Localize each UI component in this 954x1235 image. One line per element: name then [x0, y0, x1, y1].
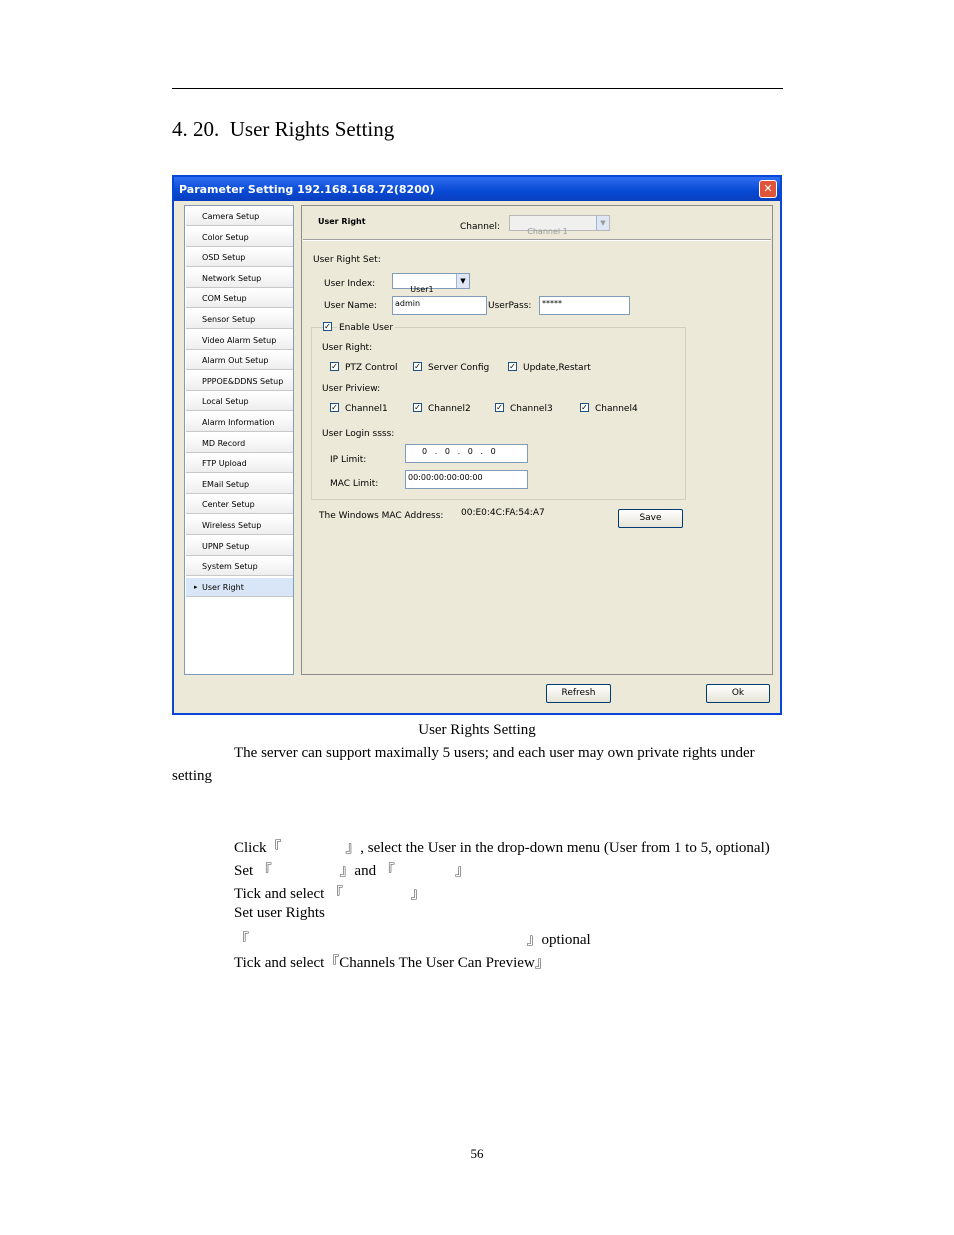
panel-header: User Right — [318, 217, 366, 226]
menu-item[interactable] — [186, 207, 293, 226]
channel2-checkbox[interactable]: ✓ — [414, 403, 421, 412]
menu-item[interactable] — [186, 269, 293, 288]
channel3-label: Channel3 — [510, 404, 553, 414]
menu-item[interactable] — [186, 475, 293, 494]
menu-item-label: PPPOE&DDNS Setup — [202, 376, 284, 386]
menu-item-label: Alarm Out Setup — [202, 356, 269, 366]
chevron-down-icon: ▼ — [456, 274, 469, 288]
menu-item-label: Local Setup — [202, 397, 249, 407]
menu-item-label: Center Setup — [202, 500, 255, 510]
menu-item-label: Video Alarm Setup — [202, 335, 277, 345]
update-restart-checkbox[interactable]: ✓ — [509, 362, 516, 371]
user-name-label: User Name: — [324, 301, 377, 311]
channel3-checkbox[interactable]: ✓ — [496, 403, 503, 412]
paragraph-line-2: setting — [172, 768, 212, 784]
ok-button[interactable]: Ok — [706, 684, 770, 703]
chevron-right-icon: ▸ — [194, 582, 198, 591]
user-right-set-label: User Right Set: — [313, 255, 381, 265]
channel2-label: Channel2 — [428, 404, 471, 414]
menu-item[interactable] — [186, 351, 293, 370]
menu-item-label: Color Setup — [202, 232, 249, 242]
mac-limit-input[interactable]: 00:00:00:00:00:00 — [405, 470, 528, 489]
menu-item-label: Sensor Setup — [202, 315, 256, 324]
title-bar[interactable] — [174, 177, 780, 201]
step-6: Tick and select『Channels The User Can Preview』 — [234, 955, 550, 971]
update-restart-label: Update,Restart — [523, 363, 591, 373]
user-name-input[interactable]: admin — [392, 296, 487, 315]
channel4-checkbox[interactable]: ✓ — [581, 403, 588, 412]
menu-item[interactable] — [186, 310, 293, 329]
menu-item-label: UPNP Setup — [202, 541, 250, 551]
step-1: Click『 』, select the User in the drop-down menu (User from 1 to 5, optional) — [234, 840, 770, 856]
channel-select[interactable] — [509, 215, 610, 236]
section-title: 4. 20. User Rights Setting — [172, 117, 395, 141]
step-2: Set 『 』and 『 』 — [234, 863, 470, 879]
user-right-label: User Right: — [322, 343, 373, 353]
ip-limit-label: IP Limit: — [330, 455, 367, 465]
menu-item[interactable] — [186, 434, 293, 453]
menu-item[interactable] — [186, 537, 293, 556]
refresh-button[interactable]: Refresh — [546, 684, 611, 703]
user-index-select[interactable] — [392, 273, 470, 294]
menu-item[interactable] — [186, 413, 293, 432]
menu-item-label: Wireless Setup — [202, 521, 262, 530]
menu-item-label: FTP Upload — [202, 459, 247, 469]
menu-item-label: EMail Setup — [202, 479, 250, 489]
user-pass-input[interactable]: ***** — [539, 296, 630, 315]
menu-item-label: Alarm Information — [202, 418, 275, 427]
channel-value: Channel 1 — [527, 227, 568, 236]
menu-item[interactable] — [186, 516, 293, 535]
user-preview-label: User Priview: — [322, 384, 381, 394]
dialog-title: Parameter Setting 192.168.168.72(8200) — [179, 183, 435, 196]
menu-item-label: User Right — [202, 582, 244, 592]
menu-item[interactable] — [186, 392, 293, 411]
save-button[interactable]: Save — [618, 509, 683, 528]
menu-item-label: System Setup — [202, 562, 258, 572]
user-right-panel — [301, 205, 773, 675]
menu-item[interactable] — [186, 495, 293, 514]
step-3: Tick and select 『 』 — [234, 886, 426, 902]
server-config-label: Server Config — [428, 363, 490, 373]
ptz-control-label: PTZ Control — [345, 363, 398, 373]
server-config-checkbox[interactable]: ✓ — [414, 362, 421, 371]
menu-item-label: MD Record — [202, 438, 246, 448]
user-login-label: User Login ssss: — [322, 429, 395, 439]
menu-item[interactable] — [186, 372, 293, 391]
settings-menu — [184, 205, 294, 675]
menu-item[interactable] — [186, 557, 293, 576]
menu-item[interactable] — [186, 454, 293, 473]
page-number: 56 — [470, 1146, 484, 1161]
menu-item[interactable] — [186, 289, 293, 308]
user-index-value: User1 — [410, 285, 434, 294]
menu-item-label: Camera Setup — [202, 212, 260, 221]
menu-item[interactable] — [186, 248, 293, 267]
enable-user-label: Enable User — [339, 323, 394, 333]
divider — [303, 239, 771, 241]
enable-user-checkbox[interactable]: ✓ — [324, 322, 331, 331]
channel1-checkbox[interactable]: ✓ — [331, 403, 338, 412]
menu-item-label: COM Setup — [202, 294, 247, 304]
menu-item-label: OSD Setup — [202, 253, 246, 263]
channel-label: Channel: — [460, 222, 500, 232]
paragraph-line-1: The server can support maximally 5 users; and each user may own private rights under — [234, 745, 755, 761]
channel4-label: Channel4 — [595, 404, 638, 414]
header-rule — [172, 88, 783, 89]
step-4: Set user Rights — [234, 905, 325, 921]
user-index-label: User Index: — [324, 279, 376, 289]
windows-mac-label: The Windows MAC Address: — [319, 511, 444, 521]
channel1-label: Channel1 — [345, 404, 388, 414]
windows-mac-value: 00:E0:4C:FA:54:A7 — [461, 508, 545, 518]
menu-item[interactable] — [186, 331, 293, 350]
parameter-setting-dialog — [172, 175, 782, 715]
figure-caption: User Rights Setting — [418, 722, 536, 738]
step-5: 『 』optional — [234, 932, 591, 948]
menu-item[interactable] — [186, 228, 293, 247]
ip-limit-input[interactable]: 0 . 0 . 0 . 0 — [405, 444, 528, 463]
menu-item-label: Network Setup — [202, 273, 262, 283]
chevron-down-icon: ▼ — [596, 216, 609, 230]
user-pass-label: UserPass: — [488, 301, 532, 311]
close-button[interactable]: ✕ — [759, 180, 777, 198]
mac-limit-label: MAC Limit: — [330, 479, 379, 489]
menu-item[interactable] — [186, 578, 293, 597]
ptz-control-checkbox[interactable]: ✓ — [331, 362, 338, 371]
